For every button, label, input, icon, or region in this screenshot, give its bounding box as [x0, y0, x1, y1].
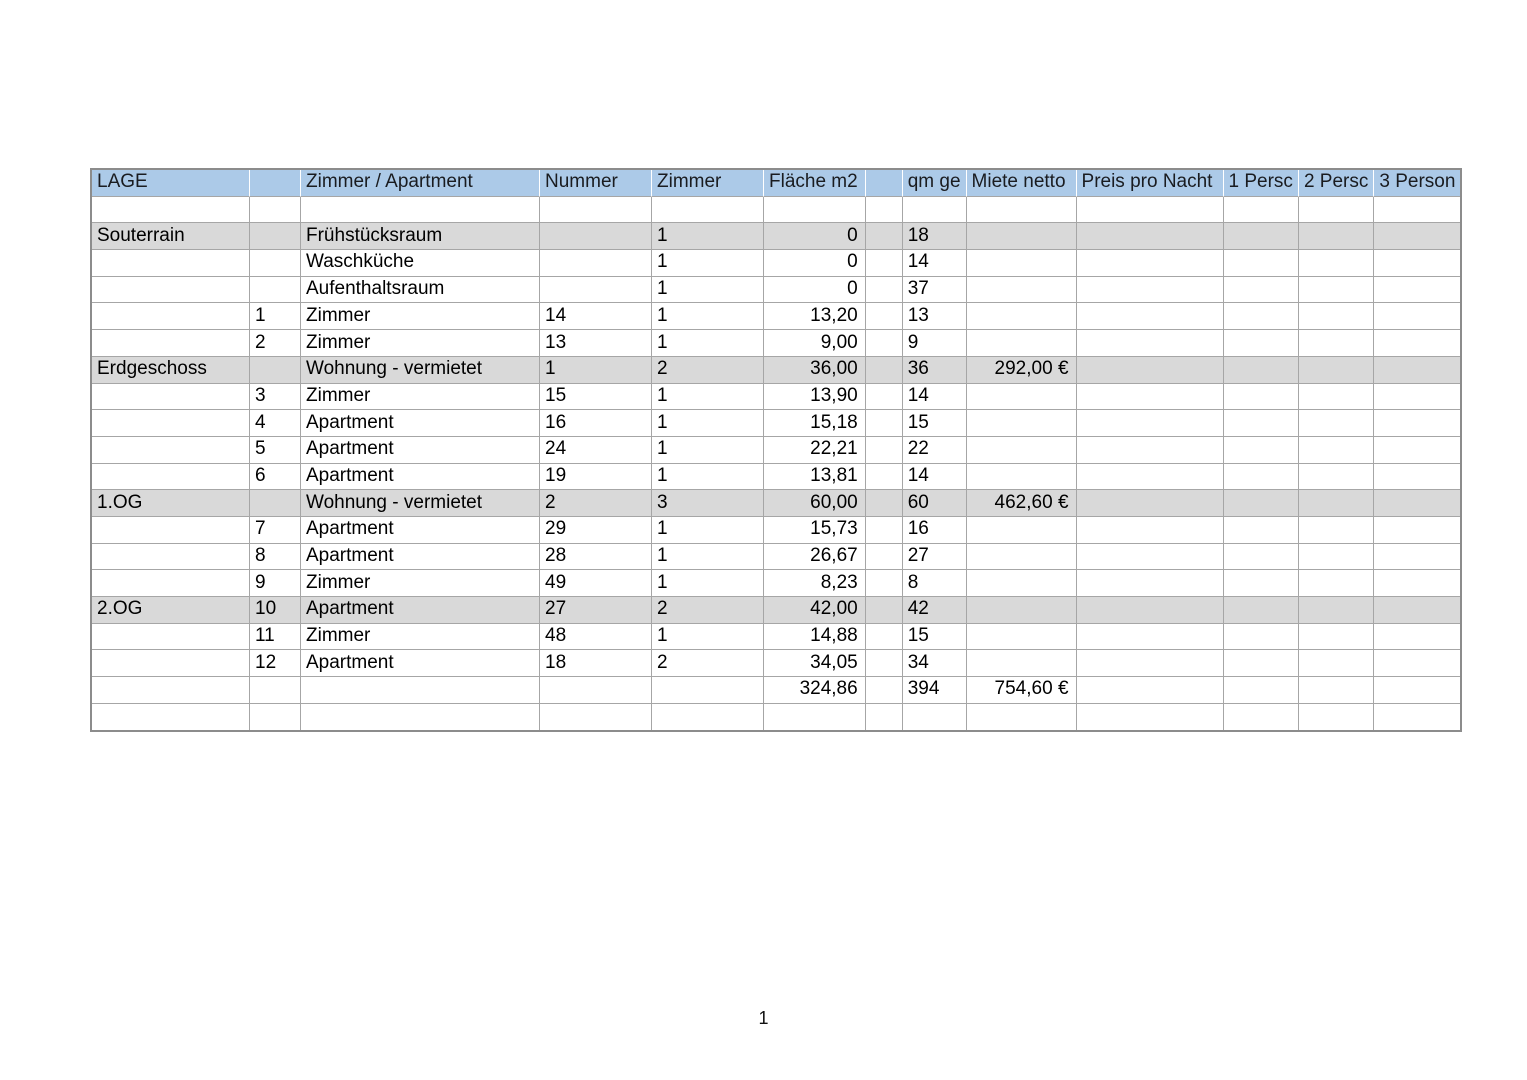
cell-miete-netto: [967, 223, 1077, 250]
cell-qm-gesamt: 37: [903, 277, 967, 304]
cell-2-person: [1299, 570, 1374, 597]
cell-2-person: [1299, 464, 1374, 491]
table-row: [92, 384, 1460, 411]
cell-1-person: [1224, 437, 1299, 464]
cell-qm-gesamt: 14: [903, 384, 967, 411]
cell-lage: [92, 303, 250, 330]
cell-nummer: 1: [540, 357, 652, 384]
cell-preis-pro-nacht: [1077, 544, 1224, 571]
cell-nummer: [540, 677, 652, 704]
cell-zimmer: 1: [652, 544, 764, 571]
cell-zimmer: 1: [652, 277, 764, 304]
cell-zimmer-apartment: Apartment: [301, 464, 540, 491]
cell-spacer: [866, 624, 903, 651]
cell-1-person: [1224, 250, 1299, 277]
cell-miete-netto: [967, 277, 1077, 304]
cell-spacer: [866, 223, 903, 250]
cell-2-person: [1299, 410, 1374, 437]
cell-flaeche-m2: 26,67: [764, 544, 866, 571]
cell-spacer: [866, 250, 903, 277]
cell-flaeche-m2: 13,20: [764, 303, 866, 330]
cell-1-person: [1224, 517, 1299, 544]
cell-preis-pro-nacht: [1077, 357, 1224, 384]
cell-preis-pro-nacht: [1077, 330, 1224, 357]
cell-zimmer: [652, 704, 764, 731]
cell-lage: [92, 570, 250, 597]
cell-index: 10: [250, 597, 301, 624]
cell-flaeche-m2: 60,00: [764, 490, 866, 517]
cell-zimmer-apartment: Zimmer: [301, 330, 540, 357]
cell-flaeche-m2: 0: [764, 277, 866, 304]
table-row: [92, 517, 1460, 544]
cell-index: [250, 250, 301, 277]
cell-flaeche-m2: [764, 704, 866, 731]
cell-spacer: [866, 384, 903, 411]
table-row: [92, 357, 1460, 384]
cell-zimmer-apartment: [301, 197, 540, 224]
cell-lage: [92, 410, 250, 437]
cell-preis-pro-nacht: [1077, 437, 1224, 464]
cell-qm-gesamt: 394: [903, 677, 967, 704]
column-header-3-person: 3 Person: [1374, 170, 1460, 197]
cell-lage: Souterrain: [92, 223, 250, 250]
cell-zimmer-apartment: Frühstücksraum: [301, 223, 540, 250]
cell-qm-gesamt: 42: [903, 597, 967, 624]
cell-3-person: [1374, 677, 1460, 704]
cell-miete-netto: [967, 517, 1077, 544]
cell-qm-gesamt: 9: [903, 330, 967, 357]
cell-nummer: 48: [540, 624, 652, 651]
cell-zimmer: 1: [652, 330, 764, 357]
cell-spacer: [866, 330, 903, 357]
table-row: [92, 170, 1460, 197]
cell-spacer: [866, 303, 903, 330]
cell-1-person: [1224, 544, 1299, 571]
cell-3-person: [1374, 490, 1460, 517]
cell-zimmer: 1: [652, 624, 764, 651]
cell-1-person: [1224, 197, 1299, 224]
cell-index: 5: [250, 437, 301, 464]
cell-flaeche-m2: 14,88: [764, 624, 866, 651]
cell-index: 7: [250, 517, 301, 544]
cell-spacer: [866, 650, 903, 677]
cell-qm-gesamt: [903, 704, 967, 731]
cell-qm-gesamt: 34: [903, 650, 967, 677]
cell-2-person: [1299, 650, 1374, 677]
cell-spacer: [866, 490, 903, 517]
cell-zimmer-apartment: Apartment: [301, 517, 540, 544]
table-row: [92, 464, 1460, 491]
cell-lage: [92, 384, 250, 411]
cell-2-person: [1299, 250, 1374, 277]
rooms-table: [90, 168, 1462, 732]
cell-1-person: [1224, 464, 1299, 491]
cell-zimmer: 3: [652, 490, 764, 517]
cell-qm-gesamt: 18: [903, 223, 967, 250]
table-row: [92, 704, 1460, 731]
cell-3-person: [1374, 570, 1460, 597]
cell-preis-pro-nacht: [1077, 490, 1224, 517]
cell-index: [250, 677, 301, 704]
cell-3-person: [1374, 384, 1460, 411]
cell-1-person: [1224, 410, 1299, 437]
table-row: [92, 437, 1460, 464]
cell-miete-netto: [967, 464, 1077, 491]
cell-3-person: [1374, 250, 1460, 277]
cell-flaeche-m2: 15,18: [764, 410, 866, 437]
cell-lage: [92, 437, 250, 464]
cell-miete-netto: [967, 597, 1077, 624]
cell-nummer: [540, 197, 652, 224]
cell-preis-pro-nacht: [1077, 624, 1224, 651]
cell-flaeche-m2: 9,00: [764, 330, 866, 357]
column-header-index: [250, 170, 301, 197]
cell-flaeche-m2: 13,81: [764, 464, 866, 491]
cell-index: 2: [250, 330, 301, 357]
cell-spacer: [866, 597, 903, 624]
cell-3-person: [1374, 517, 1460, 544]
cell-qm-gesamt: 16: [903, 517, 967, 544]
cell-nummer: 28: [540, 544, 652, 571]
cell-preis-pro-nacht: [1077, 250, 1224, 277]
cell-1-person: [1224, 357, 1299, 384]
cell-zimmer-apartment: Zimmer: [301, 570, 540, 597]
cell-nummer: 19: [540, 464, 652, 491]
cell-flaeche-m2: 13,90: [764, 384, 866, 411]
cell-zimmer-apartment: Apartment: [301, 544, 540, 571]
cell-zimmer: 2: [652, 357, 764, 384]
cell-spacer: [866, 677, 903, 704]
cell-zimmer: 1: [652, 250, 764, 277]
cell-spacer: [866, 357, 903, 384]
cell-qm-gesamt: [903, 197, 967, 224]
cell-preis-pro-nacht: [1077, 704, 1224, 731]
cell-3-person: [1374, 464, 1460, 491]
cell-zimmer: 1: [652, 464, 764, 491]
cell-index: 12: [250, 650, 301, 677]
cell-1-person: [1224, 277, 1299, 304]
cell-flaeche-m2: 36,00: [764, 357, 866, 384]
cell-3-person: [1374, 223, 1460, 250]
cell-nummer: [540, 223, 652, 250]
cell-lage: [92, 277, 250, 304]
cell-1-person: [1224, 704, 1299, 731]
cell-zimmer-apartment: Apartment: [301, 437, 540, 464]
cell-2-person: [1299, 677, 1374, 704]
cell-zimmer-apartment: Apartment: [301, 650, 540, 677]
cell-3-person: [1374, 330, 1460, 357]
cell-miete-netto: 754,60 €: [967, 677, 1077, 704]
cell-index: 3: [250, 384, 301, 411]
cell-2-person: [1299, 437, 1374, 464]
cell-3-person: [1374, 357, 1460, 384]
cell-nummer: 15: [540, 384, 652, 411]
cell-2-person: [1299, 223, 1374, 250]
cell-qm-gesamt: 27: [903, 544, 967, 571]
cell-3-person: [1374, 704, 1460, 731]
cell-nummer: [540, 250, 652, 277]
cell-1-person: [1224, 384, 1299, 411]
cell-qm-gesamt: 8: [903, 570, 967, 597]
column-header-2-person: 2 Persc: [1299, 170, 1374, 197]
cell-flaeche-m2: 8,23: [764, 570, 866, 597]
cell-preis-pro-nacht: [1077, 464, 1224, 491]
cell-3-person: [1374, 437, 1460, 464]
cell-lage: [92, 517, 250, 544]
cell-2-person: [1299, 357, 1374, 384]
cell-lage: [92, 464, 250, 491]
cell-index: 1: [250, 303, 301, 330]
cell-miete-netto: [967, 570, 1077, 597]
cell-2-person: [1299, 277, 1374, 304]
cell-2-person: [1299, 384, 1374, 411]
cell-zimmer-apartment: [301, 677, 540, 704]
cell-zimmer-apartment: Zimmer: [301, 624, 540, 651]
table-row: [92, 197, 1460, 224]
cell-2-person: [1299, 197, 1374, 224]
cell-flaeche-m2: [764, 197, 866, 224]
cell-3-person: [1374, 303, 1460, 330]
cell-qm-gesamt: 13: [903, 303, 967, 330]
cell-zimmer-apartment: Zimmer: [301, 384, 540, 411]
cell-1-person: [1224, 650, 1299, 677]
cell-nummer: 18: [540, 650, 652, 677]
table-row: [92, 597, 1460, 624]
cell-nummer: 24: [540, 437, 652, 464]
cell-flaeche-m2: 42,00: [764, 597, 866, 624]
cell-lage: [92, 624, 250, 651]
cell-lage: [92, 544, 250, 571]
column-header-lage: LAGE: [92, 170, 250, 197]
cell-1-person: [1224, 490, 1299, 517]
cell-flaeche-m2: 22,21: [764, 437, 866, 464]
cell-index: 6: [250, 464, 301, 491]
cell-index: [250, 490, 301, 517]
cell-lage: [92, 704, 250, 731]
cell-zimmer-apartment: Apartment: [301, 597, 540, 624]
cell-nummer: 13: [540, 330, 652, 357]
column-header-flaeche-m2: Fläche m2: [764, 170, 866, 197]
cell-zimmer: 1: [652, 410, 764, 437]
cell-zimmer-apartment: Wohnung - vermietet: [301, 357, 540, 384]
table-row: [92, 277, 1460, 304]
cell-3-person: [1374, 197, 1460, 224]
table-row: [92, 223, 1460, 250]
spreadsheet-table-container: [90, 168, 1462, 732]
cell-miete-netto: [967, 704, 1077, 731]
cell-lage: [92, 650, 250, 677]
cell-2-person: [1299, 624, 1374, 651]
cell-3-person: [1374, 277, 1460, 304]
table-row: [92, 410, 1460, 437]
cell-lage: [92, 677, 250, 704]
cell-nummer: [540, 704, 652, 731]
cell-lage: [92, 250, 250, 277]
cell-lage: [92, 330, 250, 357]
cell-nummer: 14: [540, 303, 652, 330]
cell-lage: 1.OG: [92, 490, 250, 517]
cell-zimmer: 1: [652, 384, 764, 411]
cell-preis-pro-nacht: [1077, 570, 1224, 597]
cell-1-person: [1224, 597, 1299, 624]
cell-zimmer: 1: [652, 303, 764, 330]
cell-preis-pro-nacht: [1077, 517, 1224, 544]
table-row: [92, 330, 1460, 357]
cell-flaeche-m2: 0: [764, 250, 866, 277]
cell-3-person: [1374, 544, 1460, 571]
cell-miete-netto: [967, 544, 1077, 571]
cell-3-person: [1374, 597, 1460, 624]
cell-zimmer-apartment: Wohnung - vermietet: [301, 490, 540, 517]
cell-index: [250, 197, 301, 224]
cell-qm-gesamt: 14: [903, 250, 967, 277]
cell-lage: Erdgeschoss: [92, 357, 250, 384]
cell-index: [250, 704, 301, 731]
cell-index: 8: [250, 544, 301, 571]
cell-spacer: [866, 410, 903, 437]
cell-2-person: [1299, 597, 1374, 624]
cell-qm-gesamt: 15: [903, 624, 967, 651]
column-header-miete-netto: Miete netto: [967, 170, 1077, 197]
cell-flaeche-m2: 324,86: [764, 677, 866, 704]
column-header-nummer: Nummer: [540, 170, 652, 197]
cell-nummer: 2: [540, 490, 652, 517]
cell-flaeche-m2: 15,73: [764, 517, 866, 544]
cell-zimmer: 1: [652, 223, 764, 250]
cell-1-person: [1224, 677, 1299, 704]
cell-lage: 2.OG: [92, 597, 250, 624]
cell-1-person: [1224, 223, 1299, 250]
cell-miete-netto: 462,60 €: [967, 490, 1077, 517]
cell-zimmer: 2: [652, 597, 764, 624]
table-row: [92, 624, 1460, 651]
cell-index: [250, 277, 301, 304]
cell-zimmer-apartment: Apartment: [301, 410, 540, 437]
cell-index: 4: [250, 410, 301, 437]
cell-1-person: [1224, 330, 1299, 357]
cell-zimmer: [652, 197, 764, 224]
cell-zimmer-apartment: Zimmer: [301, 303, 540, 330]
cell-spacer: [866, 517, 903, 544]
page-number: 1: [758, 1008, 769, 1028]
cell-nummer: 49: [540, 570, 652, 597]
cell-preis-pro-nacht: [1077, 650, 1224, 677]
cell-preis-pro-nacht: [1077, 597, 1224, 624]
cell-2-person: [1299, 303, 1374, 330]
cell-preis-pro-nacht: [1077, 303, 1224, 330]
cell-miete-netto: 292,00 €: [967, 357, 1077, 384]
cell-nummer: [540, 277, 652, 304]
column-header-qm-gesamt: qm ge: [903, 170, 967, 197]
cell-nummer: 27: [540, 597, 652, 624]
table-row: [92, 544, 1460, 571]
cell-spacer: [866, 570, 903, 597]
cell-zimmer-apartment: Waschküche: [301, 250, 540, 277]
cell-miete-netto: [967, 624, 1077, 651]
cell-index: 11: [250, 624, 301, 651]
cell-qm-gesamt: 15: [903, 410, 967, 437]
cell-2-person: [1299, 330, 1374, 357]
cell-miete-netto: [967, 197, 1077, 224]
table-row: [92, 490, 1460, 517]
cell-flaeche-m2: 0: [764, 223, 866, 250]
column-header-zimmer: Zimmer: [652, 170, 764, 197]
column-header-preis-pro-nacht: Preis pro Nacht: [1077, 170, 1224, 197]
cell-index: 9: [250, 570, 301, 597]
cell-3-person: [1374, 624, 1460, 651]
cell-preis-pro-nacht: [1077, 223, 1224, 250]
cell-preis-pro-nacht: [1077, 677, 1224, 704]
cell-nummer: 16: [540, 410, 652, 437]
cell-zimmer: 1: [652, 570, 764, 597]
cell-1-person: [1224, 570, 1299, 597]
table-row: [92, 650, 1460, 677]
cell-lage: [92, 197, 250, 224]
column-header-1-person: 1 Persc: [1224, 170, 1299, 197]
table-row: [92, 250, 1460, 277]
cell-miete-netto: [967, 250, 1077, 277]
cell-zimmer: 1: [652, 437, 764, 464]
table-row: [92, 677, 1460, 704]
cell-3-person: [1374, 410, 1460, 437]
cell-miete-netto: [967, 384, 1077, 411]
cell-qm-gesamt: 14: [903, 464, 967, 491]
cell-spacer: [866, 544, 903, 571]
cell-miete-netto: [967, 303, 1077, 330]
table-row: [92, 303, 1460, 330]
cell-miete-netto: [967, 330, 1077, 357]
cell-spacer: [866, 277, 903, 304]
cell-spacer: [866, 464, 903, 491]
cell-zimmer: [652, 677, 764, 704]
cell-index: [250, 357, 301, 384]
cell-miete-netto: [967, 437, 1077, 464]
cell-qm-gesamt: 60: [903, 490, 967, 517]
cell-spacer: [866, 197, 903, 224]
cell-qm-gesamt: 22: [903, 437, 967, 464]
column-header-spacer: [866, 170, 903, 197]
cell-2-person: [1299, 517, 1374, 544]
cell-1-person: [1224, 303, 1299, 330]
cell-2-person: [1299, 490, 1374, 517]
cell-1-person: [1224, 624, 1299, 651]
cell-zimmer-apartment: Aufenthaltsraum: [301, 277, 540, 304]
cell-zimmer-apartment: [301, 704, 540, 731]
cell-3-person: [1374, 650, 1460, 677]
cell-qm-gesamt: 36: [903, 357, 967, 384]
cell-miete-netto: [967, 410, 1077, 437]
cell-zimmer: 2: [652, 650, 764, 677]
column-header-zimmer-apartment: Zimmer / Apartment: [301, 170, 540, 197]
cell-spacer: [866, 704, 903, 731]
cell-index: [250, 223, 301, 250]
cell-nummer: 29: [540, 517, 652, 544]
cell-2-person: [1299, 544, 1374, 571]
cell-spacer: [866, 437, 903, 464]
table-header-row: [92, 170, 1460, 197]
cell-flaeche-m2: 34,05: [764, 650, 866, 677]
cell-miete-netto: [967, 650, 1077, 677]
table-body: [92, 197, 1460, 731]
cell-2-person: [1299, 704, 1374, 731]
cell-preis-pro-nacht: [1077, 410, 1224, 437]
cell-zimmer: 1: [652, 517, 764, 544]
cell-preis-pro-nacht: [1077, 277, 1224, 304]
cell-preis-pro-nacht: [1077, 197, 1224, 224]
cell-preis-pro-nacht: [1077, 384, 1224, 411]
table-row: [92, 570, 1460, 597]
